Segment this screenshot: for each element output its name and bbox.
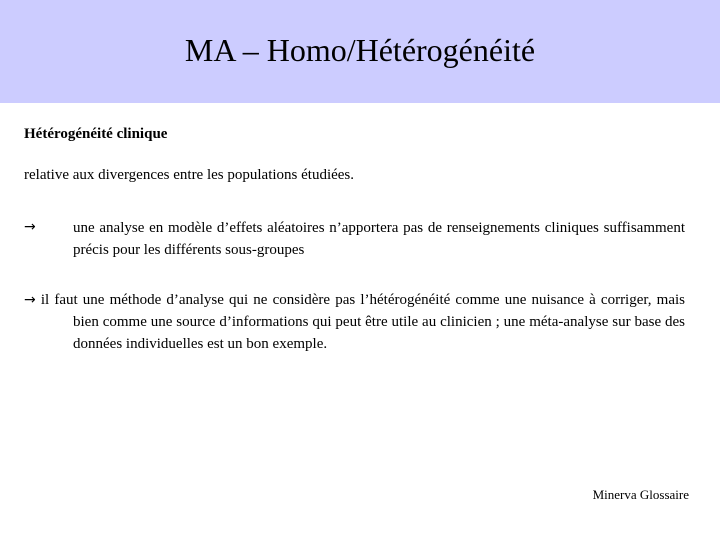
bullet-item-2 (24, 289, 685, 355)
slide-title: MA – Homo/Hétérogénéité (184, 32, 536, 68)
right-arrow-icon: → (24, 219, 36, 235)
bullet-text-2: il faut une méthode d’analyse qui ne considère pas l’hétérogénéité comme une nuisance à corriger, mais bien comme une source d’informations qui peut être utile au clinicien ; une méta-analyse sur base des données individuelles est un bon exemple. (40, 292, 685, 352)
intro-text: relative aux divergences entre les populations étudiées. (24, 167, 355, 183)
right-arrow-icon: → (24, 292, 36, 308)
bullet-text-1: une analyse en modèle d’effets aléatoires n’apportera pas de renseignements cliniques suffisamment précis pour les différents sous-groupes (73, 220, 685, 258)
section-heading: Hétérogénéité clinique (24, 126, 168, 142)
footer-source: Minerva Glossaire (592, 487, 689, 502)
